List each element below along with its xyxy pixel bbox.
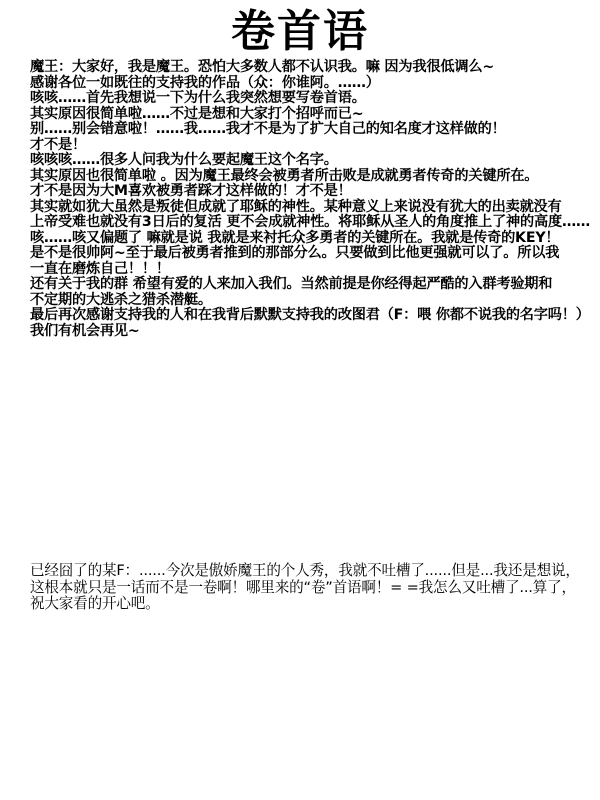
page-title: 卷首语 (231, 6, 369, 57)
body-line: 别……别会错意啦！……我……我才不是为了扩大自己的知名度才这样做的！ (30, 121, 506, 137)
body-line: 上帝受难也就没有3日后的复活 更不会成就神性。将耶稣从圣人的角度推上了神的高度……咳……咳又偏题了 嘛就是说 我就是来衬托众多勇者的关键所在。我就是传奇的KEY！ (30, 214, 590, 246)
body-line: 不定期的大逃杀之猎杀潜艇。 (30, 291, 212, 308)
body-line: 是不是很帅阿~至于最后被勇者推到的那部分么。只要做到比他更强就可以了。所以我 (30, 245, 560, 261)
body-line: 其实就如犹大虽然是叛徒但成就了耶稣的神性。某种意义上来说没有犹大的出卖就没有 (30, 198, 562, 215)
body-line: 咳咳……首先我想说一下为什么我突然想要写卷首语。 (30, 90, 366, 106)
body-line: 还有关于我的群 希望有爱的人来加入我们。当然前提是你经得起严酷的入群考验期和 (30, 276, 553, 292)
translator-note (30, 563, 585, 613)
body-line: 其实原因也很简单啦 。因为魔王最终会被勇者所击败是成就勇者传奇的关键所在。 (30, 167, 539, 184)
body-line: 才不是因为大M喜欢被勇者踩才这样做的！才不是！ (30, 183, 352, 199)
body-line: 我们有机会再见~ (30, 322, 140, 339)
body-line: 魔王：大家好，我是魔王。恐怕大多数人都不认识我。嘛 因为我很低调么~ (30, 59, 495, 75)
preface-body (30, 60, 590, 339)
body-line: 感谢各位一如既往的支持我的作品（众：你谁阿。……） (30, 74, 380, 91)
body-line: 一直在磨炼自己！！！ (30, 260, 170, 277)
body-line: 才不是！ (30, 136, 86, 153)
body-line: 咳咳咳……很多人问我为什么要起魔王这个名字。 (30, 152, 338, 168)
body-line: 最后再次感谢支持我的人和在我背后默默支持我的改图君（F：喂 你都不说我的名字吗！） (30, 307, 590, 323)
footer-line: 已经囧了的某F：......今次是傲娇魔王的个人秀，我就不吐槽了......但是...我还是想说，这根本就只是一话而不是一卷啊！哪里来的“卷”首语啊！= =我怎么又吐槽了...算了，祝大家看的开心吧。 (30, 562, 580, 612)
body-line: 其实原因很简单啦……不过是想和大家打个招呼而已~ (30, 105, 364, 122)
